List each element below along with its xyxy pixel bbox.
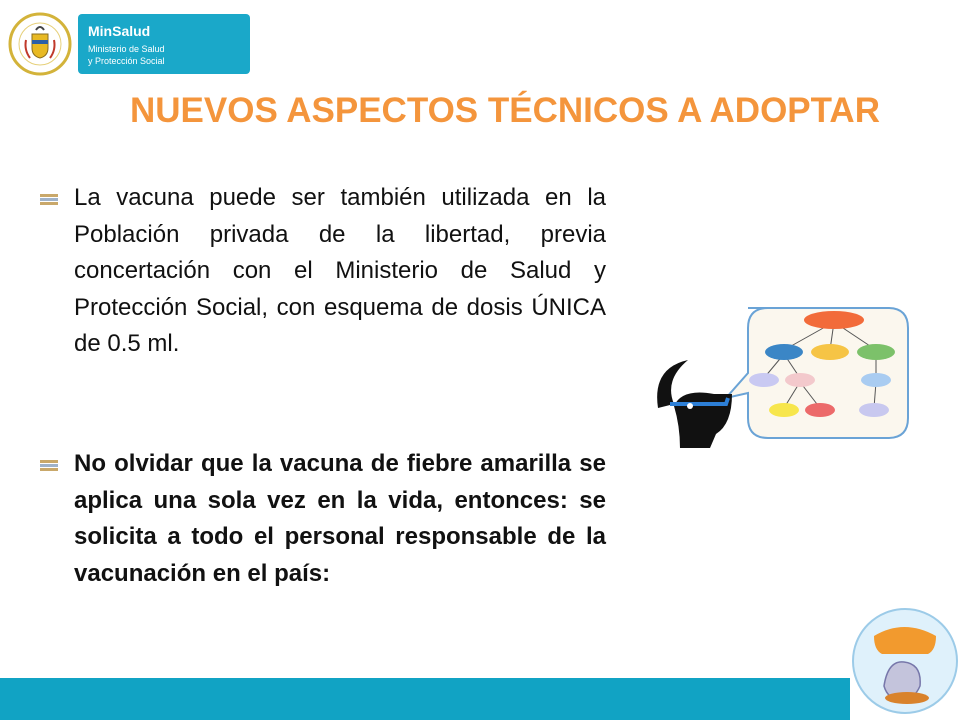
vaccination-campaign-logo: [850, 606, 960, 716]
brand-name: MinSalud: [88, 23, 151, 39]
bullet-marker-icon: [38, 457, 60, 473]
bullet-item-1: [38, 180, 606, 363]
bullet-text-1: La vacuna puede ser también utilizada en la Población privada de la libertad, previa concertación con el Ministerio de Salud y Protección Social, con esquema de dosis ÚNICA de 0.5 ml.: [74, 184, 606, 357]
footer-band: [0, 678, 850, 720]
bullet-marker-icon: [38, 191, 60, 207]
brand-line-2: y Protección Social: [88, 56, 165, 66]
thinking-head-clipart: [648, 298, 913, 458]
minsalud-brand-logo: [78, 14, 250, 74]
bullet-text-2: No olvidar que la vacuna de fiebre amarilla se aplica una sola vez en la vida, entonces: se solicita a todo el personal responsable de la vacunación en el país:: [74, 450, 606, 587]
bullet-item-2: [38, 446, 606, 592]
brand-line-1: Ministerio de Salud: [88, 44, 165, 54]
slide-title: NUEVOS ASPECTOS TÉCNICOS A ADOPTAR: [130, 91, 880, 130]
colombia-seal-logo: [8, 12, 72, 76]
